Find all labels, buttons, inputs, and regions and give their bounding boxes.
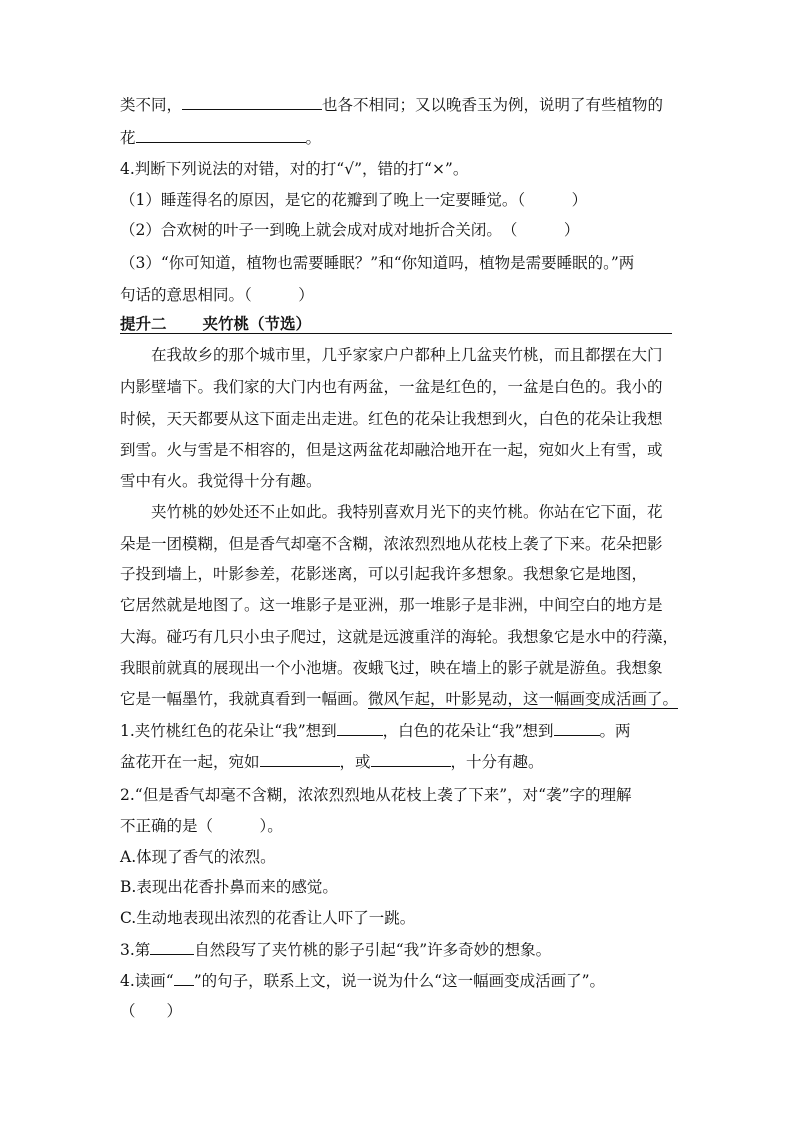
- option-a[interactable]: A.体现了香气的浓烈。: [120, 848, 276, 866]
- option-b[interactable]: B.表现出花香扑鼻而来的感觉。: [120, 878, 338, 896]
- passage-line: 夹竹桃的妙处还不止如此。我特别喜欢月光下的夹竹桃。你站在它下面，花: [120, 503, 663, 521]
- section-header: [120, 314, 311, 334]
- q4-item-1: （1）睡莲得名的原因，是它的花瓣到了晚上一定要睡觉。（ ）: [120, 191, 588, 209]
- underline-sample: [174, 971, 194, 986]
- option-c[interactable]: C.生动地表现出浓烈的花香让人吓了一跳。: [120, 909, 416, 927]
- passage-line: 到雪。火与雪是不相容的，但是这两盆花却融洽地开在一起，宛如火上有雪，或: [120, 441, 663, 459]
- passage-text: 它是一幅墨竹，我就真看到一幅画。: [120, 690, 369, 708]
- answer-blank[interactable]: [136, 128, 306, 143]
- section-title: 夹竹桃（节选）: [202, 314, 312, 333]
- intro-text: 也各不相同；又以晚香玉为例，说明了有些植物的: [322, 96, 664, 114]
- intro-text: 花: [120, 129, 136, 147]
- intro-line-1: [120, 95, 663, 115]
- q4-text: ”的句子，联系上文，说一说为什么“这一幅画变成活画了”。: [193, 972, 605, 990]
- passage-line: 它居然就是地图了。这一堆影子是亚洲，那一堆影子是非洲，中间空白的地方是: [120, 596, 663, 614]
- answer-blank[interactable]: [150, 940, 194, 955]
- passage-line: 雪中有火。我觉得十分有趣。: [120, 472, 322, 490]
- passage-line-last: [120, 689, 678, 709]
- answer-paren[interactable]: （ ）: [120, 1002, 183, 1020]
- q1-text: ，十分有趣。: [450, 753, 544, 771]
- question-2: 2.“但是香气却毫不含糊，浓浓烈烈地从花枝上袭了下来”，对“袭”字的理解: [120, 786, 632, 804]
- q4-stem: 4.判断下列说法的对错，对的打“√”，错的打“×”。: [120, 160, 469, 178]
- section-divider: [120, 333, 672, 334]
- q3-text: 3.第: [120, 941, 151, 959]
- q4-item-3-cont: 句话的意思相同。（ ）: [120, 286, 314, 304]
- answer-blank[interactable]: [182, 95, 322, 110]
- q1-text: ，白色的花朵让“我”想到: [382, 722, 554, 740]
- q1-text: 1.夹竹桃红色的花朵让“我”想到: [120, 722, 337, 740]
- answer-blank[interactable]: [260, 752, 340, 767]
- answer-blank[interactable]: [371, 752, 451, 767]
- q3-text: 自然段写了夹竹桃的影子引起“我”许多奇妙的想象。: [194, 941, 552, 959]
- passage-line: 内影壁墙下。我们家的大门内也有两盆，一盆是红色的，一盆是白色的。我小的: [120, 378, 663, 396]
- passage-line: 大海。碰巧有几只小虫子爬过，这就是远渡重洋的海轮。我想象它是水中的荇藻，: [120, 628, 679, 646]
- q4-item-3: （3）“你可知道，植物也需要睡眠？”和“你知道吗，植物是需要睡眠的。”两: [120, 254, 635, 272]
- passage-line: 时候，天天都要从这下面走出走进。红色的花朵让我想到火，白色的花朵让我想: [120, 410, 663, 428]
- q4-text: 4.读画“: [120, 972, 174, 990]
- question-4: [120, 971, 605, 991]
- question-3: [120, 940, 551, 960]
- passage-line: 朵是一团模糊，但是香气却毫不含糊，浓浓烈烈地从花枝上袭了下来。花朵把影: [120, 535, 663, 553]
- passage-line: 子投到墙上，叶影参差，花影迷离，可以引起我许多想象。我想象它是地图，: [120, 565, 648, 583]
- intro-text: 。: [305, 129, 322, 147]
- underlined-sentence: 微风乍起，叶影晃动，这一幅画变成活画了。: [368, 690, 679, 708]
- intro-text: 类不同，: [120, 96, 183, 114]
- passage-line: 在我故乡的那个城市里，几乎家家户户都种上几盆夹竹桃，而且都摆在大门: [120, 346, 663, 364]
- question-1-cont: [120, 752, 544, 772]
- q1-text: 盆花开在一起，宛如: [120, 753, 260, 771]
- section-label: 提升二: [120, 314, 167, 333]
- q1-text: ，或: [339, 753, 371, 771]
- question-2-cont: 不正确的是（ ）。: [120, 817, 283, 835]
- answer-blank[interactable]: [337, 721, 383, 736]
- answer-blank[interactable]: [554, 721, 600, 736]
- q4-item-2: （2）合欢树的叶子一到晚上就会成对成对地折合关闭。 （ ）: [120, 221, 580, 239]
- question-1: [120, 721, 631, 741]
- q1-text: 。两: [599, 722, 631, 740]
- intro-line-2: [120, 128, 321, 148]
- passage-line: 我眼前就真的展现出一个小池塘。夜蛾飞过，映在墙上的影子就是游鱼。我想象: [120, 659, 663, 677]
